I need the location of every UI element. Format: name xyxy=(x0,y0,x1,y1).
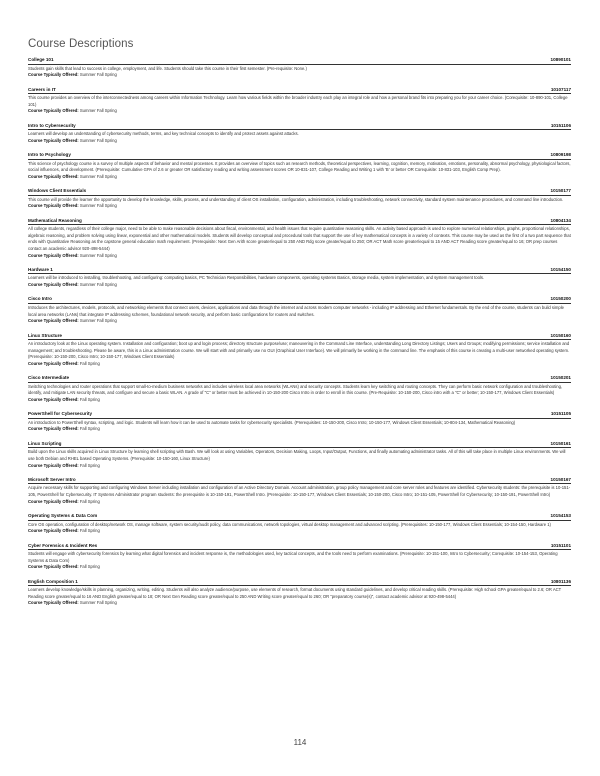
course-code: 10801136 xyxy=(550,578,571,584)
offered-label: Course Typically Offered: xyxy=(28,396,79,402)
course-entry xyxy=(28,477,571,505)
course-offered-line xyxy=(28,72,571,78)
course-offered-line xyxy=(28,564,571,570)
offered-label: Course Typically Offered: xyxy=(28,426,79,432)
course-offered-line xyxy=(28,600,571,606)
course-description: Students gain skills that lead to success in college, employment, and life. Students should take this course in their first semester. (Pre-requisite: None.) xyxy=(28,65,307,71)
course-code: 10154150 xyxy=(550,266,571,272)
course-header xyxy=(28,579,571,587)
course-description: All college students, regardless of their college major, need to be able to make reasonable decisions about fiscal, environmental, and health issues that require quantitative reasoning skills. An activity based approach is used to explore numerical relationships, graphs, proportional relationships, algebraic reasoning, and problem solving using linear, exponential and other mathematical models. Students will develop conceptual and procedural tools that support the use of key mathematical concepts in a variety of contexts. This course may be used as the first of a two part sequence that ends with Quantitative Reasoning as the capstone general education math requirement. (Prerequisite: Next Gen Arith score greater/equal to 250 AND Rdg score greater/equal to 250; OR ACT Math score greater/equal to 15 AND ACT Reading score greater/equal to 16; OR prep courses contact an academic advisor 920-498-5444) xyxy=(28,226,571,251)
offered-label: Course Typically Offered: xyxy=(28,72,79,78)
course-description: Introduces the architectures, models, protocols, and networking elements that connect users, devices, applications and data through the internet and across modern computer networks - including IP addressing and Ethernet fundamentals. By the end of the course, students can build simple local area networks (LANs) that integrate IP addressing schemes, foundational network security, and perform basic configurations for routers and switches. xyxy=(28,304,564,317)
course-name: Windows Client Essentials xyxy=(28,188,87,194)
course-entry xyxy=(28,123,571,145)
offered-label: Course Typically Offered: xyxy=(28,600,79,606)
course-entry xyxy=(28,87,571,115)
course-entry xyxy=(28,57,571,79)
course-entry xyxy=(28,152,571,180)
course-entry xyxy=(28,188,571,210)
course-header xyxy=(28,152,571,160)
offered-label: Course Typically Offered: xyxy=(28,203,79,209)
course-header xyxy=(28,513,571,521)
offered-label: Course Typically Offered: xyxy=(28,498,79,504)
course-offered-line xyxy=(28,397,571,403)
course-entry xyxy=(28,543,571,571)
course-description: This science of psychology course is a survey of multiple aspects of behavior and mental processes. It provides an overview of topics such as research methods, theoretical perspectives, learning, cognition, memory, motivation, emotions, personality, abnormal psychology, physiological factors, social influences, and development. (Prerequisite: Cumulative GPA of 2.6 or greater OR satisfactory reading and writing assessment scores OR 10-831-107, College Reading and Writing 1 with 'B' or better OR Corequisite: 10-831-103, English Comp Prep). xyxy=(28,160,571,173)
course-name: Linux Structure xyxy=(28,332,62,338)
course-description: Acquire necessary skills for supporting and configuring Windows Server including installation and configuration of an Active Directory Domain. Account administration, group policy management and core server roles and features are identified. Cybersecurity students: the prerequisite is 10-151-105, PowerShell for Cybersecurity. IT Systems Administrator program students: the prerequisite is 10-150-191, PowerShell Intro. (Prerequisite: 10-150-177, Windows Client Essentials; 10-150-200, Cisco Intro; 10-151-105, PowerShell for Cybersecurity; 10-150-191, PowerShell Intro) xyxy=(28,485,571,498)
offered-label: Course Typically Offered: xyxy=(28,462,79,468)
offered-terms: Summer Fall Spring xyxy=(79,600,117,606)
offered-label: Course Typically Offered: xyxy=(28,564,79,570)
course-code: 10154153 xyxy=(550,513,571,519)
course-description: This course will provide the learner the opportunity to develop the knowledge, skills, process, and understanding of client OS installation, configuration, administration, including troubleshooting, network connectivity, standard system maintenance procedures, and command line introduction. xyxy=(28,196,564,202)
course-code: 10150160 xyxy=(550,332,571,338)
offered-terms: Fall Spring xyxy=(79,396,100,402)
course-name: Cisco Intro xyxy=(28,296,52,302)
course-header xyxy=(28,296,571,304)
course-offered-line xyxy=(28,499,571,505)
course-name: Operating Systems & Data Com xyxy=(28,513,98,519)
offered-label: Course Typically Offered: xyxy=(28,360,79,366)
course-offered-line xyxy=(28,361,571,367)
course-entry xyxy=(28,267,571,289)
course-name: Linux Scripting xyxy=(28,440,62,446)
course-offered-line xyxy=(28,174,571,180)
course-header xyxy=(28,267,571,275)
offered-label: Course Typically Offered: xyxy=(28,108,79,114)
page-number: 114 xyxy=(293,738,307,747)
offered-terms: Fall Spring xyxy=(79,528,100,534)
course-header xyxy=(28,218,571,226)
offered-terms: Summer Fall Spring xyxy=(79,173,117,179)
offered-terms: Summer Fall Spring xyxy=(79,203,117,209)
offered-label: Course Typically Offered: xyxy=(28,318,79,324)
course-offered-line xyxy=(28,203,571,209)
course-name: Intro to Cybersecurity xyxy=(28,122,76,128)
course-entry xyxy=(28,375,571,403)
offered-terms: Fall Spring xyxy=(79,462,100,468)
course-name: Careers in IT xyxy=(28,86,56,92)
course-offered-line xyxy=(28,108,571,114)
course-entry xyxy=(28,296,571,324)
course-name: English Composition 1 xyxy=(28,578,78,584)
course-list xyxy=(28,57,571,607)
course-header xyxy=(28,375,571,383)
course-entry xyxy=(28,513,571,535)
offered-terms: Summer Fall Spring xyxy=(79,252,117,258)
offered-terms: Summer Fall Spring xyxy=(79,137,117,143)
course-name: College 101 xyxy=(28,57,54,62)
course-header xyxy=(28,543,571,551)
offered-label: Course Typically Offered: xyxy=(28,137,79,143)
offered-terms: Fall Spring xyxy=(79,360,100,366)
course-name: Intro to Psychology xyxy=(28,152,71,158)
course-header xyxy=(28,477,571,485)
course-name: PowerShell for Cybersecurity xyxy=(28,411,93,417)
course-offered-line xyxy=(28,253,571,259)
course-description: This course provides an overview of the interconnectedness among careers within Information Technology. Learn how various fields within the broader industry each play an integral role and how a personal brand fits into preparing you for your career choice. (Corequisite: 10-890-101, College 101) xyxy=(28,95,568,107)
offered-terms: Summer Fall Spring xyxy=(79,108,117,114)
course-header xyxy=(28,57,571,65)
course-header xyxy=(28,123,571,131)
course-entry xyxy=(28,411,571,433)
course-description: An introductory look at the Linux operating system. Installation and configuration; boot up and login process; directory structure purpose/use; maneuvering in the Command Line Interface, understanding Long Directory Listings; Users and Groups; modifying permissions; service installation and management; and troubleshooting. Please be aware, this is a Linux administration course. We will start with and primarily use no GUI (Graphical User Interface). We will primarily be working in the command line. The emphasis of this course is creating a multi-user networked operating system. (Prerequisite: 10-150-200, Cisco Intro; 10-150-177, Windows Client Essentials) xyxy=(28,341,570,360)
offered-terms: Summer Fall Spring xyxy=(79,318,117,324)
course-name: Cyber Forensics & Incident Res xyxy=(28,542,98,548)
course-offered-line xyxy=(28,318,571,324)
course-entry xyxy=(28,441,571,469)
course-descriptions-page xyxy=(28,38,571,615)
course-description: Students will engage with cybersecurity forensics by learning what digital forensics and incident response is, the methodologies used, key tactical concepts, and the tools need to perform examinations. (Prerequisite: 10-151-100, Intro to Cybersecurity; Corequisite: 10-154-153, Operating Systems & Data Com) xyxy=(28,551,558,563)
course-header xyxy=(28,411,571,419)
course-description: Learners will develop an understanding of cybersecurity methods, terms, and key technical concepts to identify and protect assets against attacks. xyxy=(28,131,299,137)
course-name: Mathematical Reasoning xyxy=(28,217,82,223)
course-name: Hardware 1 xyxy=(28,266,53,272)
course-description: Core OS operation, configuration of desktop/network OS, manage software, system security/audit policy, data communications, network topologies, virtual desktop management and advanced scripting. (Prerequisites: 10-150-177, Windows Client Essentials; 10-154-150, Hardware 1) xyxy=(28,521,551,527)
course-description: An introduction to PowerShell syntax, scripting, and logic. Students will learn how it can be used to automate tasks for cybersecurity specialists. (Prerequisites: 10-150-200, Cisco Intro; 10-150-177, Windows Client Essentials; 10-804-134, Mathematical Reasoning) xyxy=(28,419,516,425)
course-header xyxy=(28,188,571,196)
offered-terms: Summer Fall Spring xyxy=(79,72,117,78)
course-entry xyxy=(28,579,571,607)
course-description: Learners will be introduced to installing, troubleshooting, and configuring: computing basics, PC Technician Responsibilities, hardware components, operating systems Basics, storage media, system implementation, and system management tools. xyxy=(28,275,485,281)
course-code: 10151106 xyxy=(550,122,571,128)
course-code: 10804134 xyxy=(550,217,571,223)
offered-label: Course Typically Offered: xyxy=(28,528,79,534)
course-code: 10151105 xyxy=(550,411,571,417)
course-code: 10151101 xyxy=(550,542,571,548)
course-header xyxy=(28,333,571,341)
course-code: 10809198 xyxy=(550,152,571,158)
offered-terms: Fall Spring xyxy=(79,498,100,504)
course-code: 10107117 xyxy=(550,86,571,92)
course-name: Cisco Intermediate xyxy=(28,375,70,381)
course-description: Build upon the Linux skills acquired in Linux Structure by learning shell scripting with Bash. We will look at using Variables, Operators, Decision Making, Loops, Input/Output, Functions, and finally automating administrator tasks. All of this will take place in multiple Linux environments. We will use both Debian and RHEL based Operating Systems. (Prerequisite: 10-150-160, Linux Structure) xyxy=(28,449,566,461)
course-offered-line xyxy=(28,463,571,469)
offered-terms: Fall Spring xyxy=(79,426,100,432)
offered-label: Course Typically Offered: xyxy=(28,252,79,258)
course-code: 10150200 xyxy=(550,296,571,302)
course-offered-line xyxy=(28,282,571,288)
course-header xyxy=(28,87,571,95)
course-offered-line xyxy=(28,138,571,144)
course-entry xyxy=(28,333,571,368)
course-code: 10150201 xyxy=(550,375,571,381)
course-code: 10150161 xyxy=(550,440,571,446)
course-offered-line xyxy=(28,528,571,534)
course-code: 10150177 xyxy=(550,188,571,194)
offered-label: Course Typically Offered: xyxy=(28,282,79,288)
page-title: Course Descriptions xyxy=(28,38,134,50)
course-description: Switching technologies and router operations that support small-to-medium business networks and includes wireless local area networks (WLANs) and security concepts. Students learn key switching and routing concepts. They can perform basic network configuration and troubleshooting, identify, and mitigate LAN security threats, and configure and secure a basic WLAN. A grade of "C" or better must be achieved in 10-150-200 Cisco Intro in order to enroll in this course. (Pre-Requisite: 10-150-200, Cisco intro with a "C" or better; 10-150-177, Windows Client Essentials) xyxy=(28,383,563,396)
offered-terms: Summer Fall Spring xyxy=(79,282,117,288)
offered-label: Course Typically Offered: xyxy=(28,173,79,179)
course-code: 10890101 xyxy=(550,57,571,62)
course-code: 10150167 xyxy=(550,476,571,482)
course-name: Microsoft Server Intro xyxy=(28,476,76,482)
course-offered-line xyxy=(28,426,571,432)
offered-terms: Fall Spring xyxy=(79,564,100,570)
course-header xyxy=(28,441,571,449)
course-entry xyxy=(28,218,571,259)
course-description: Learners develop knowledge/skills in planning, organizing, writing, editing. Students will also analyze audience/purpose, use elements of research, format documents using standard guidelines, and develop critical reading skills. (Prerequisite: High school GPA greater/equal to 2.6; OR ACT Reading score greater/equal to 16 AND English greater/equal to 18; OR Next Gen Reading score greater/equal to 250 AND Writing score greater/equal to 260; OR "preparatory course(s)", contact academic advisor at 920-498-5444) xyxy=(28,587,562,599)
